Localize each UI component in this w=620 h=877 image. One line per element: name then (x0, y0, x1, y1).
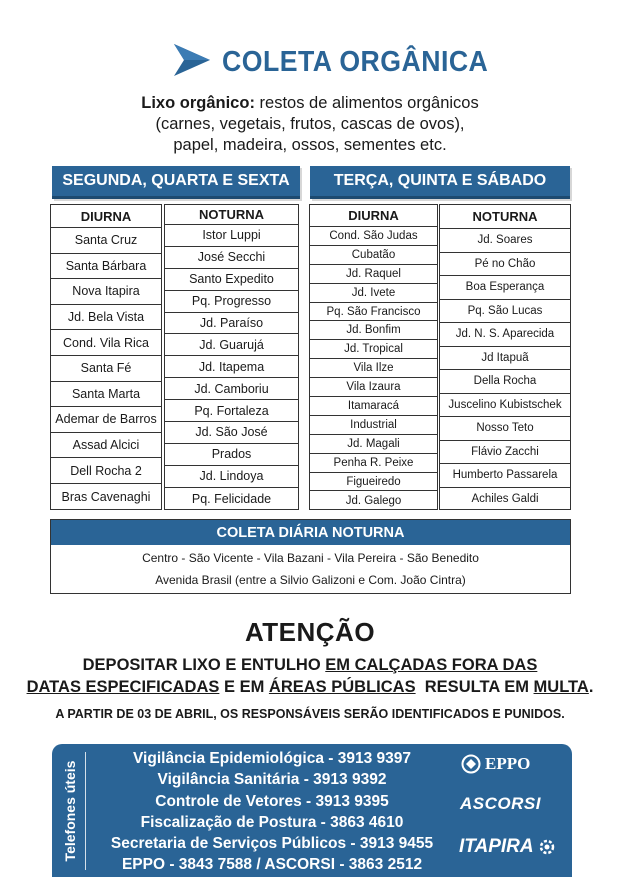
schedule-cell: José Secchi (165, 247, 298, 269)
right-diurna-title: DIURNA (310, 205, 437, 227)
schedule-cell: Juscelino Kubistschek (440, 394, 570, 418)
warning-line-2-b: E EM (219, 678, 269, 696)
schedule-cell: Jd. Guarujá (165, 334, 298, 356)
right-noturna-list (440, 229, 570, 511)
left-diurna-column (50, 204, 162, 510)
schedule-cell: Vila Izaura (310, 378, 437, 397)
phone-line: EPPO - 3843 7588 / ASCORSI - 3863 2512 (121, 856, 423, 874)
description (0, 93, 620, 156)
warning-line-2-d: . (588, 678, 594, 696)
schedule-cell: Jd. Bonfim (310, 321, 437, 340)
right-diurna-column (309, 204, 438, 510)
phones-divider (85, 752, 86, 870)
schedule-cell: Jd. Soares (440, 229, 570, 253)
schedule-cell: Pq. Felicidade (191, 491, 272, 506)
right-diurna-list (310, 227, 437, 510)
phone-line: Secretaria de Serviços Públicos - 3913 9455 (110, 835, 434, 853)
arrow-icon (172, 42, 212, 78)
page-header (0, 42, 620, 86)
right-noturna-column (439, 204, 571, 510)
schedule-cell: Jd Itapuã (440, 347, 570, 371)
warning-line-2 (0, 678, 620, 697)
left-noturna-column (164, 204, 299, 510)
eppo-logo-icon (461, 754, 481, 774)
eppo-logo-text: EPPO (485, 754, 531, 773)
phone-line: Controle de Vetores - 3913 9395 (155, 792, 389, 810)
phone-line: Vigilância Epidemiológica - 3913 9397 (133, 750, 411, 767)
warning-line-1-u: EM CALÇADAS FORA DAS (325, 656, 538, 674)
penalty-notice: A PARTIR DE 03 DE ABRIL, OS RESPONSÁVEIS SERÃO IDENTIFICADOS E PUNIDOS. (55, 707, 565, 721)
phone-line: Fiscalização de Postura - 3863 4610 (140, 813, 404, 831)
schedule-cell: Figueiredo (310, 473, 437, 492)
left-noturna-title: NOTURNA (165, 205, 298, 225)
schedule-left-title: SEGUNDA, QUARTA E SEXTA (52, 166, 300, 199)
daily-collection-box (50, 519, 571, 594)
right-noturna-title: NOTURNA (440, 205, 570, 229)
schedule-cell: Prados (165, 444, 298, 466)
schedule-cell: Jd. Tropical (310, 340, 437, 359)
schedule-cell: Pé no Chão (440, 253, 570, 277)
eppo-logo (461, 754, 530, 774)
attention-heading: ATENÇÃO (244, 617, 376, 647)
schedule-cell: Humberto Passarela (440, 464, 570, 488)
daily-collection-line-2: Avenida Brasil (entre a Silvio Galizoni e Com. João Cintra) (155, 573, 466, 587)
schedule-cell: Dell Rocha 2 (51, 458, 161, 484)
left-noturna-list (165, 225, 298, 510)
ascorsi-logo: ASCORSI (460, 794, 541, 813)
schedule-cell: Pq. São Lucas (440, 300, 570, 324)
schedule-cell: Jd. Paraíso (165, 313, 298, 335)
schedule-cell: Santa Marta (51, 382, 161, 408)
schedule-cell: Jd. Itapema (165, 356, 298, 378)
schedule-cell: Bras Cavenaghi (61, 489, 151, 504)
page-title: COLETA ORGÂNICA (222, 46, 489, 78)
warning-line-2-u3: MULTA (533, 678, 589, 696)
warning-line-2-u2: ÁREAS PÚBLICAS (268, 678, 416, 696)
left-diurna-title: DIURNA (51, 205, 161, 228)
left-diurna-list (51, 228, 161, 510)
schedule-cell: Penha R. Peixe (310, 454, 437, 473)
schedule-cell: Della Rocha (440, 370, 570, 394)
itapira-logo-text: ITAPIRA (459, 836, 533, 857)
description-line-1-rest: restos de alimentos orgânicos (254, 94, 479, 112)
phones-side-label-text: Telefones úteis (62, 760, 78, 861)
schedule-cell: Jd. Bela Vista (51, 305, 161, 331)
schedule-cell: Santo Expedito (165, 269, 298, 291)
schedule-cell: Nova Itapira (51, 279, 161, 305)
schedule-cell: Industrial (310, 416, 437, 435)
description-line-2: (carnes, vegetais, frutos, cascas de ovos), (155, 115, 465, 133)
logos (447, 744, 572, 877)
phone-list (102, 748, 442, 876)
schedule-cell: Itamaracá (310, 397, 437, 416)
gear-icon (538, 838, 556, 856)
schedule-cell: Pq. Progresso (165, 291, 298, 313)
schedule-cell: Cubatão (310, 246, 437, 265)
itapira-logo (459, 836, 556, 858)
daily-collection-line-1: Centro - São Vicente - Vila Bazani - Vila Pereira - São Benedito (142, 551, 479, 565)
description-bold-label: Lixo orgânico: (141, 94, 255, 112)
schedule-cell: Vila Ilze (310, 359, 437, 378)
schedule-cell: Jd. N. S. Aparecida (440, 323, 570, 347)
schedule-cell: Jd. Camboriu (165, 378, 298, 400)
schedule-cell: Istor Luppi (165, 225, 298, 247)
schedule-cell: Jd. Lindoya (165, 466, 298, 488)
schedule-cell: Jd. Magali (310, 435, 437, 454)
schedule-cell: Ademar de Barros (51, 407, 161, 433)
schedule-cell: Santa Fé (51, 356, 161, 382)
description-line-3: papel, madeira, ossos, sementes etc. (173, 136, 447, 154)
schedule-cell: Jd. Ivete (310, 284, 437, 303)
schedule-cell: Achiles Galdi (471, 493, 539, 506)
warning-line-2-c: RESULTA EM (415, 678, 534, 696)
schedule-cell: Pq. São Francisco (310, 303, 437, 322)
schedule-right-title: TERÇA, QUINTA E SÁBADO (310, 166, 570, 199)
phone-line: Vigilância Sanitária - 3913 9392 (157, 771, 387, 789)
schedule-cell: Jd. Raquel (310, 265, 437, 284)
schedule-cell: Pq. Fortaleza (165, 400, 298, 422)
schedule-cell: Assad Alcici (51, 433, 161, 459)
schedule-cell: Flávio Zacchi (440, 441, 570, 465)
schedule-cell: Jd. Galego (345, 494, 402, 507)
schedule-cell: Santa Bárbara (51, 254, 161, 280)
useful-phones-panel (52, 744, 572, 877)
description-line-1 (0, 93, 620, 114)
warning-line-2-u1: DATAS ESPECIFICADAS (26, 678, 220, 696)
schedule-cell: Nosso Teto (440, 417, 570, 441)
schedule-cell: Santa Cruz (51, 228, 161, 254)
warning-line-1 (0, 656, 620, 675)
schedule-cell: Boa Esperança (440, 276, 570, 300)
schedule-cell: Jd. São José (165, 422, 298, 444)
warning-line-1-a: DEPOSITAR LIXO E ENTULHO (82, 656, 326, 674)
schedule-cell: Cond. Vila Rica (51, 330, 161, 356)
schedule-cell: Cond. São Judas (310, 227, 437, 246)
daily-collection-title: COLETA DIÁRIA NOTURNA (51, 520, 570, 545)
phones-side-label (58, 744, 82, 877)
